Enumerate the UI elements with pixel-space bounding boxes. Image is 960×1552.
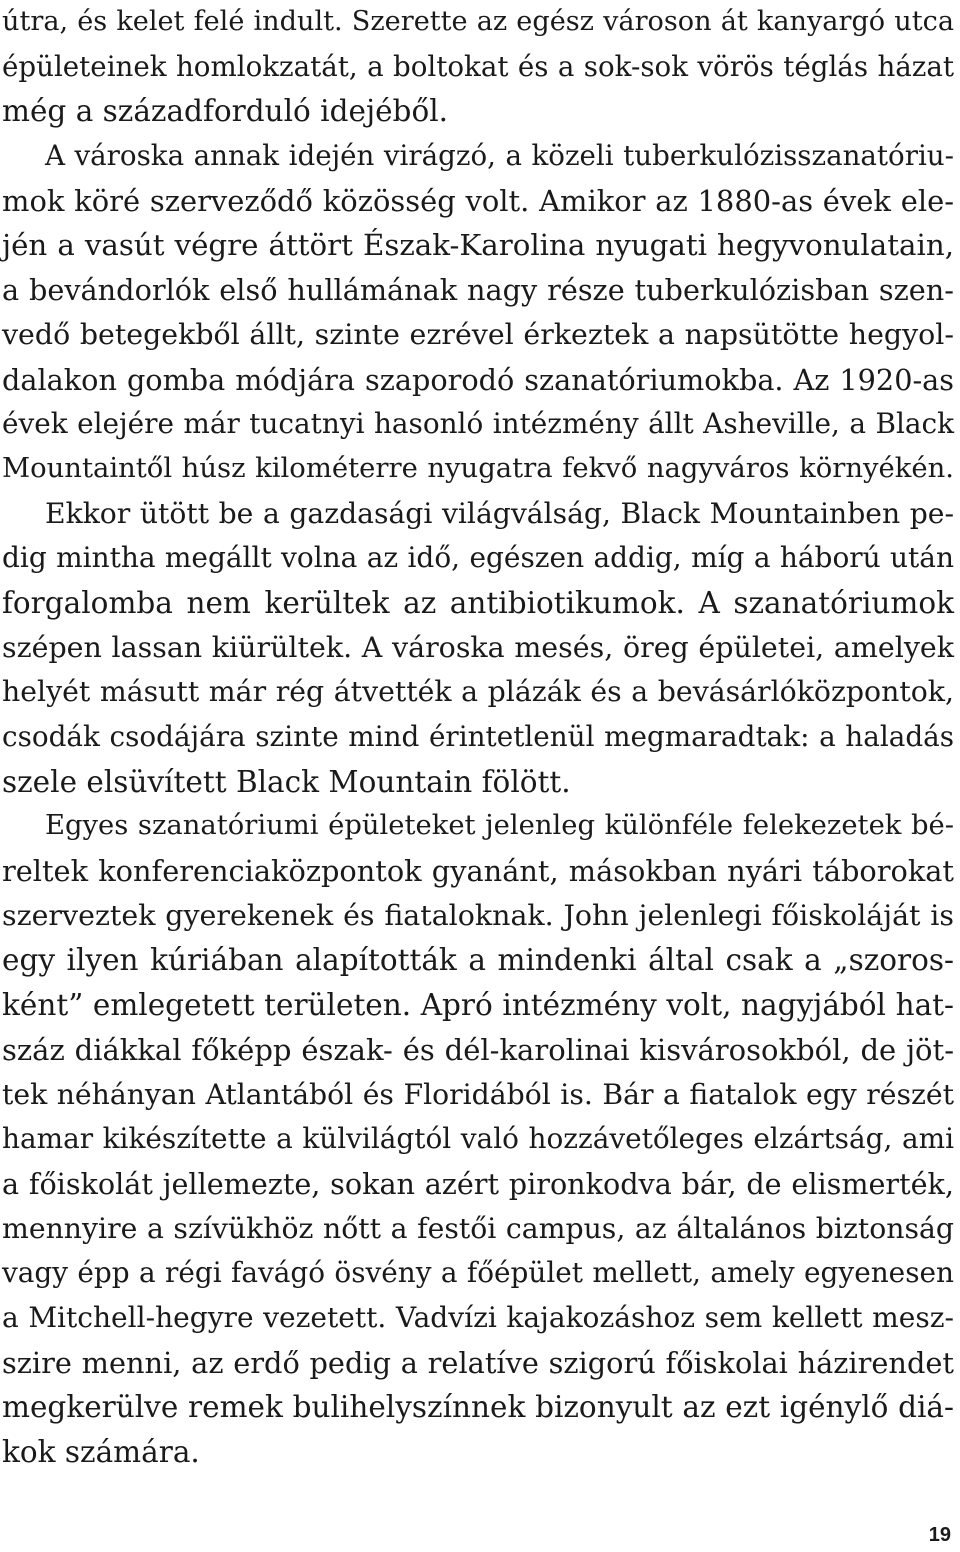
text-line: dalakon gomba módjára szaporodó szanatóriumokba. Az 1920-as	[2, 362, 954, 397]
page-number: 19	[928, 1524, 951, 1546]
text-line: szépen lassan kiürültek. A városka mesés, öreg épületei, amelyek	[2, 630, 954, 664]
text-line: megkerülve remek bulihelyszínnek bizonyult az ezt igénylő diá-	[2, 1390, 954, 1425]
text-line: forgalomba nem kerültek az antibiotikumok. A szanatóriumok	[2, 585, 954, 620]
text-line: még a századforduló idejéből.	[2, 94, 449, 129]
text-line: mok köré szerveződő közösség volt. Amikor az 1880-as évek ele-	[2, 183, 954, 218]
text-line: vagy épp a régi favágó ösvény a főépület mellett, amely egyenesen	[2, 1256, 954, 1290]
body-text	[2, 0, 954, 1475]
text-line: jén a vasút végre áttört Észak-Karolina nyugati hegyvonulatain,	[2, 228, 954, 263]
text-line: szerveztek gyerekenek és fiataloknak. John jelenlegi főiskoláját is	[2, 898, 954, 932]
text-line: a bevándorlók első hullámának nagy része tuberkulózisban szen-	[2, 273, 954, 308]
text-line: egy ilyen kúriában alapították a mindenki által csak a „szoros-	[2, 943, 954, 978]
text-line: szire menni, az erdő pedig a relatíve szigorú főiskolai házirendet	[2, 1345, 954, 1380]
text-line: mennyire a szívükhöz nőtt a festői campus, az általános biztonság	[2, 1211, 954, 1245]
text-line: a Mitchell-hegyre vezetett. Vadvízi kajakozáshoz sem kellett mesz-	[2, 1300, 954, 1334]
text-line: tek néhányan Atlantából és Floridából is. Bár a fiatalok egy részét	[2, 1077, 954, 1111]
text-line: dig mintha megállt volna az idő, egészen addig, míg a háború után	[2, 541, 954, 575]
text-line: évek elejére már tucatnyi hasonló intézmény állt Asheville, a Black	[2, 407, 954, 441]
text-line: vedő betegekből állt, szinte ezrével érkeztek a napsütötte hegyol-	[2, 317, 954, 351]
text-line: szele elsüvített Black Mountain fölött.	[2, 764, 571, 799]
text-line: reltek konferenciaközpontok gyanánt, másokban nyári táborokat	[2, 854, 954, 889]
text-line: útra, és kelet felé indult. Szerette az egész városon át kanyargó utca	[2, 6, 954, 37]
text-line: csodák csodájára szinte mind érintetlenül megmaradtak: a haladás	[2, 720, 954, 753]
text-line: a főiskolát jellemezte, sokan azért pironkodva bár, de elismerték,	[2, 1166, 954, 1201]
text-line: Ekkor ütött be a gazdasági világválság, Black Mountainben pe-	[45, 496, 954, 530]
text-line: hamar kikészítette a külvilágtól való hozzávetőleges elzártság, ami	[2, 1122, 954, 1156]
text-line: ként” emlegetett területen. Apró intézmény volt, nagyjából hat-	[2, 988, 954, 1023]
text-line: száz diákkal főképp észak- és dél-karolinai kisvárosokból, de jöt-	[2, 1032, 954, 1067]
text-line: A városka annak idején virágzó, a közeli tuberkulózisszanatóriu-	[45, 139, 954, 173]
text-line: épületeinek homlokzatát, a boltokat és a sok-sok vörös téglás házat	[2, 49, 954, 83]
text-line: Mountaintől húsz kilométerre nyugatra fekvő nagyváros környékén.	[2, 452, 954, 484]
text-line: Egyes szanatóriumi épületeket jelenleg különféle felekezetek bé-	[45, 810, 954, 842]
text-line: kok számára.	[2, 1435, 200, 1469]
text-line: helyét másutt már rég átvették a plázák és a bevásárlóközpontok,	[2, 675, 954, 709]
